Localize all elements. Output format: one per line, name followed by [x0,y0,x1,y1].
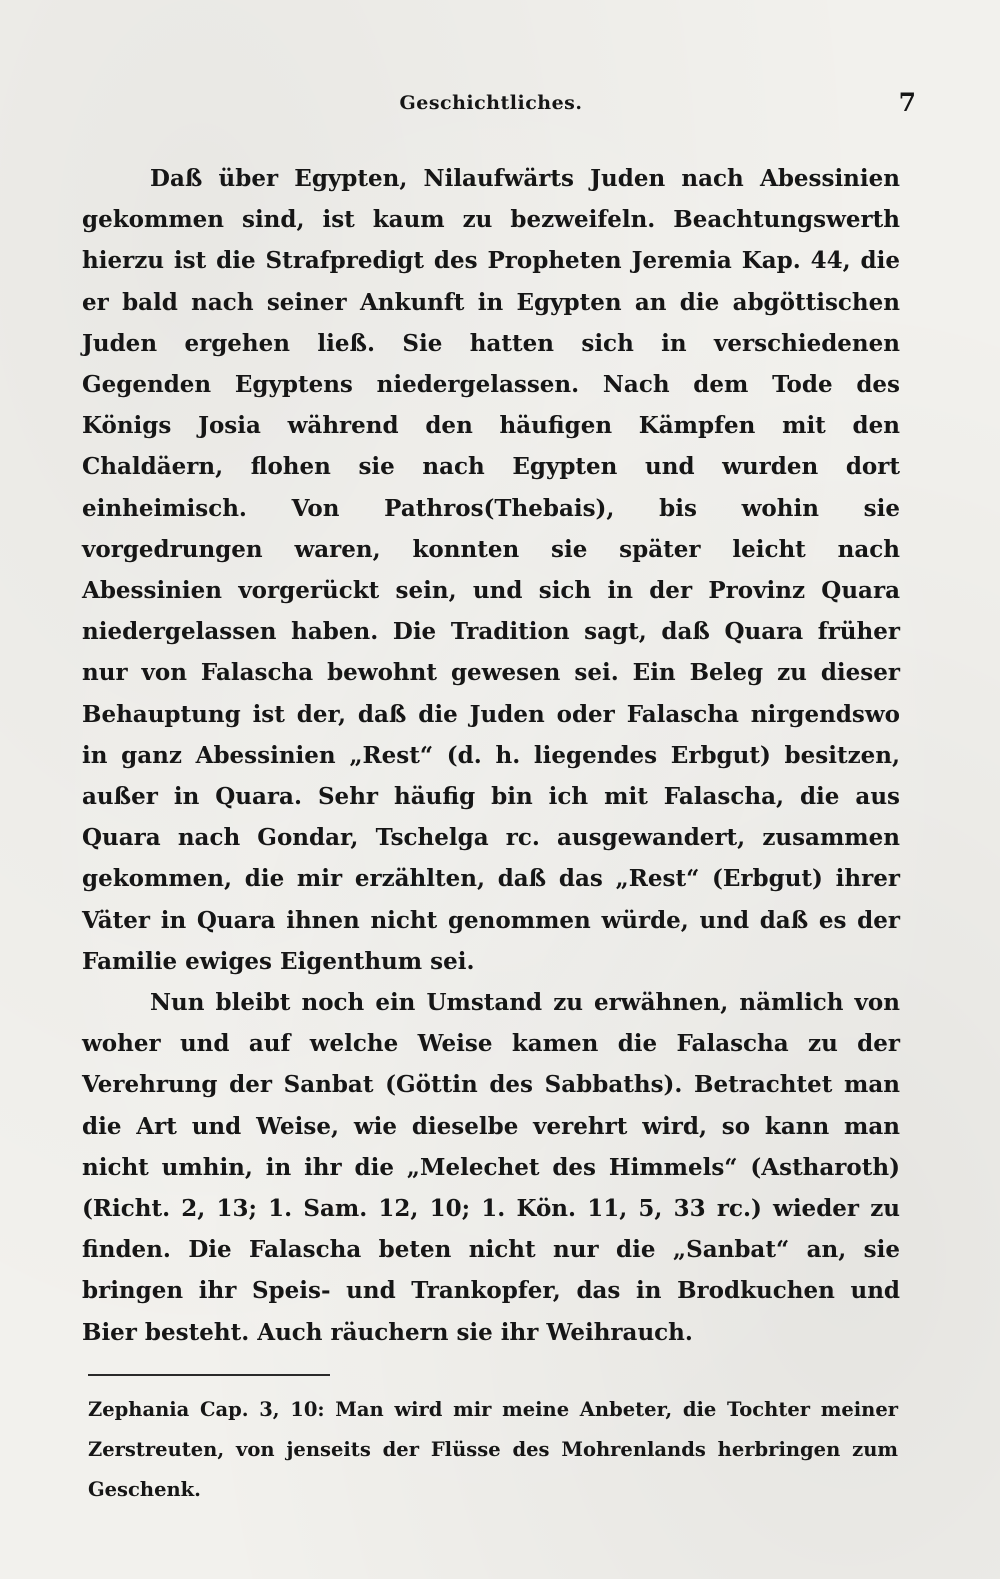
paragraph: Nun bleibt noch ein Umstand zu erwähnen, nämlich von woher und auf welche Weise kamen die Falascha zu der Verehrung der Sanbat (Göttin des Sabbaths). Betrachtet man die Art und Weise, wie dieselbe verehrt wird, so kann man nicht umhin, in ihr die „Melechet des Himmels“ (Astharoth) (Richt. 2, 13; 1. Sam. 12, 10; 1. Kön. 11, 5, 33 rc.) wieder zu finden. Die Falascha beten nicht nur die „Sanbat“ an, sie bringen ihr Speis- und Trankopfer, das in Brodkuchen und Bier besteht. Auch räuchern sie ihr Weihrauch. [82,989,900,1346]
page-number: 7 [898,88,916,117]
footnote-divider [88,1374,330,1376]
footnote: Zephania Cap. 3, 10: Man wird mir meine Anbeter, die Tochter meiner Zerstreuten, von jenseits der Flüsse des Mohrenlands herbringen zum Geschenk. [88,1398,898,1501]
running-head: Geschichtliches. [399,92,583,114]
page-header [82,88,916,126]
main-text [82,158,900,1353]
paragraph: Daß über Egypten, Nilaufwärts Juden nach Abessinien gekommen sind, ist kaum zu bezweifeln. Beachtungswerth hierzu ist die Strafpredigt des Propheten Jeremia Kap. 44, die er bald nach seiner Ankunft in Egypten an die abgöttischen Juden ergehen ließ. Sie hatten sich in verschiedenen Gegenden Egyptens niedergelassen. Nach dem Tode des Königs Josia während den häufigen Kämpfen mit den Chaldäern, flohen sie nach Egypten und wurden dort einheimisch. Von Pathros(Thebais), bis wohin sie vorgedrungen waren, konnten sie später leicht nach Abessinien vorgerückt sein, und sich in der Provinz Quara niedergelassen haben. Die Tradition sagt, daß Quara früher nur von Falascha bewohnt gewesen sei. Ein Beleg zu dieser Behauptung ist der, daß die Juden oder Falascha nirgendswo in ganz Abessinien „Rest“ (d. h. liegendes Erbgut) besitzen, außer in Quara. Sehr häufig bin ich mit Falascha, die aus Quara nach Gondar, Tschelga rc. ausgewandert, zusammen gekommen, die mir erzählten, daß das „Rest“ (Erbgut) ihrer Väter in Quara ihnen nicht genommen würde, und daß es der Familie ewiges Eigenthum sei. [82,165,900,975]
